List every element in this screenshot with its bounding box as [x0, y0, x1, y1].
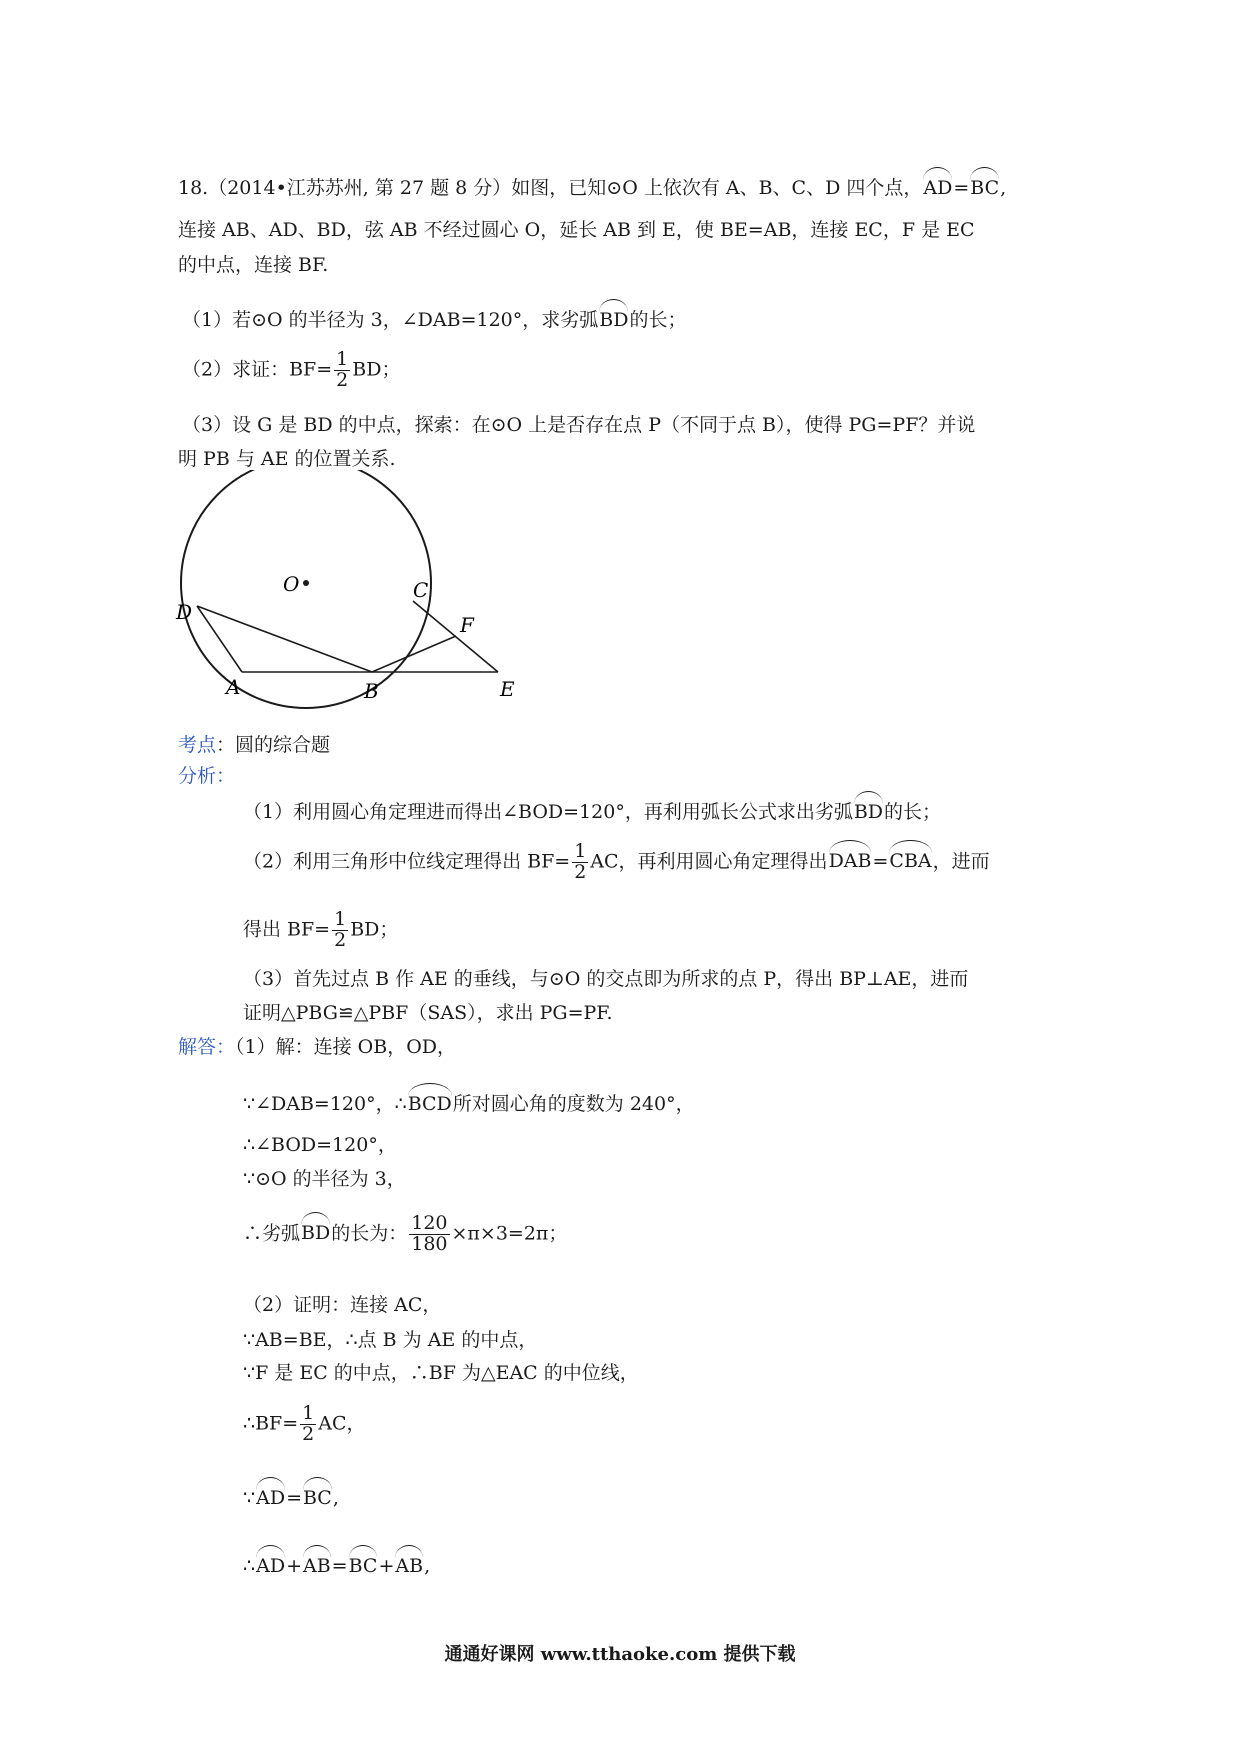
numerator: 1	[334, 908, 347, 930]
comma: ,	[1000, 177, 1007, 199]
label-f: F	[460, 613, 474, 637]
denominator: 2	[336, 368, 349, 391]
problem-line-1	[178, 172, 1006, 198]
segment-db	[197, 606, 372, 672]
arc-cba: CBA	[889, 845, 931, 871]
denominator: 2	[574, 860, 587, 883]
fenxi-2b-text: 得出 BF=	[243, 918, 331, 941]
problem-text: 18.（2014•江苏苏州, 第 27 题 8 分）如图，已知⊙O 上依次有 A、B、C、D 四个点，	[178, 177, 923, 199]
arc-ad: AD	[256, 1482, 285, 1508]
proof-step-4	[243, 1404, 366, 1445]
equals-sign: =	[286, 1487, 302, 1509]
arc-dab: DAB	[829, 845, 872, 871]
label-b: B	[364, 679, 379, 703]
arc-bd: BD	[301, 1217, 330, 1243]
colon: ：	[216, 1036, 236, 1058]
arc-ab: AB	[303, 1550, 331, 1576]
step-tail: AC，	[318, 1412, 366, 1435]
equals-sign: =	[331, 1555, 348, 1577]
step-5-tail: ×π×3=2π；	[451, 1222, 568, 1245]
fraction-120-180	[409, 1214, 449, 1255]
colon: ：	[216, 765, 236, 787]
problem-line-3: 的中点，连接 BF.	[178, 254, 329, 276]
question-3-line-1: （3）设 G 是 BD 的中点，探索：在⊙O 上是否存在点 P（不同于点 B），使得 PG=PF？并说	[182, 414, 976, 436]
plus-sign: +	[286, 1555, 302, 1577]
arc-bc: BC	[349, 1550, 378, 1576]
proof-step-5	[243, 1482, 339, 1508]
label-c: C	[413, 578, 429, 602]
fenxi-3-line-1: （3）首先过点 B 作 AE 的垂线，与⊙O 的交点即为所求的点 P，得出 BP⊥AE，进而	[243, 968, 969, 990]
question-1	[182, 304, 687, 330]
arc-ad: AD	[923, 172, 952, 198]
question-2-tail: BD；	[352, 358, 401, 381]
step-5-text: ∴劣弧	[243, 1222, 301, 1245]
label-e: E	[500, 677, 515, 701]
arc-bd: BD	[599, 304, 628, 330]
question-2-text: （2）求证：BF=	[182, 358, 333, 381]
fenxi-heading	[178, 767, 235, 786]
fenxi-2	[243, 842, 990, 883]
fenxi-1-text: （1）利用圆心角定理进而得出∠BOD=120°，再利用弧长公式求出劣弧	[243, 801, 853, 823]
fenxi-1-tail: 的长；	[884, 801, 942, 823]
question-3-line-2: 明 PB 与 AE 的位置关系.	[178, 448, 396, 470]
denominator: 180	[411, 1232, 448, 1255]
fenxi-2-tail: ，进而	[932, 850, 990, 873]
colon: ：	[216, 734, 236, 756]
equals-sign: =	[953, 177, 970, 199]
label-d: D	[176, 600, 193, 624]
fenxi-2b-tail: BD；	[350, 918, 399, 941]
question-2	[182, 350, 400, 391]
comma: ,	[332, 1487, 339, 1509]
proof-step-1: （2）证明：连接 AC，	[243, 1294, 442, 1316]
fraction-half	[334, 350, 350, 391]
arc-bcd: BCD	[408, 1088, 452, 1114]
denominator: 2	[302, 1422, 315, 1445]
kaodian-label: 考点	[178, 734, 217, 756]
numerator: 1	[302, 1402, 315, 1424]
numerator: 1	[336, 348, 349, 370]
kaodian-text: 圆的综合题	[235, 734, 331, 756]
geometry-figure	[170, 470, 530, 710]
arc-bc: BC	[970, 172, 999, 198]
fraction-half	[300, 1404, 316, 1445]
numerator: 1	[574, 840, 587, 862]
jieda-step-3: ∴∠BOD=120°，	[243, 1134, 397, 1156]
problem-line-2: 连接 AB、AD、BD，弦 AB 不经过圆心 O，延长 AB 到 E，使 BE=AB，连接 EC，F 是 EC	[178, 219, 975, 241]
jieda-label: 解答	[178, 1036, 217, 1058]
equals-sign: =	[872, 850, 889, 873]
arc-ad: AD	[256, 1550, 285, 1576]
step-2-tail: 所对圆心角的度数为 240°，	[452, 1093, 695, 1115]
proof-step-6	[243, 1550, 430, 1576]
jieda-step-1: （1）解：连接 OB，OD，	[235, 1036, 457, 1058]
question-1-tail: 的长；	[629, 309, 687, 331]
fenxi-3-line-2: 证明△PBG≌△PBF（SAS），求出 PG=PF.	[243, 1002, 613, 1024]
fraction-half	[572, 842, 588, 883]
arc-bd: BD	[854, 796, 883, 822]
jieda-step-5	[243, 1214, 567, 1255]
kaodian-line	[178, 736, 330, 755]
page-footer: 通通好课网 www.tthaoke.com 提供下载	[444, 1644, 796, 1665]
proof-step-3: ∵F 是 EC 的中点，∴BF 为△EAC 的中位线，	[243, 1362, 639, 1384]
fenxi-2-mid: AC，再利用圆心角定理得出	[590, 850, 828, 873]
because-symbol: ∵	[243, 1487, 256, 1509]
step-5-mid: 的长为：	[331, 1222, 408, 1245]
center-point-o	[303, 580, 309, 586]
plus-sign: +	[378, 1555, 395, 1577]
therefore-symbol: ∴	[243, 1555, 256, 1577]
question-1-text: （1）若⊙O 的半径为 3，∠DAB=120°，求劣弧	[182, 309, 599, 331]
fenxi-label: 分析	[178, 765, 217, 787]
fenxi-2-text: （2）利用三角形中位线定理得出 BF=	[243, 850, 571, 873]
step-text: ∴BF=	[243, 1412, 299, 1435]
segment-bf	[372, 636, 456, 672]
jieda-step-2	[243, 1088, 695, 1114]
proof-step-2: ∵AB=BE，∴点 B 为 AE 的中点，	[243, 1329, 538, 1351]
step-2-text: ∵∠DAB=120°，∴	[243, 1093, 407, 1115]
arc-bc: BC	[303, 1482, 332, 1508]
jieda-line-1	[178, 1038, 456, 1057]
fenxi-2b	[243, 910, 398, 951]
jieda-step-4: ∵⊙O 的半径为 3，	[243, 1168, 406, 1190]
comma: ,	[424, 1555, 431, 1577]
fenxi-1	[243, 796, 941, 822]
numerator: 120	[411, 1212, 448, 1234]
arc-ab: AB	[395, 1550, 423, 1576]
denominator: 2	[334, 928, 347, 951]
label-o: O	[283, 572, 300, 596]
label-a: A	[226, 675, 241, 699]
fraction-half	[332, 910, 348, 951]
segment-da	[197, 606, 242, 672]
